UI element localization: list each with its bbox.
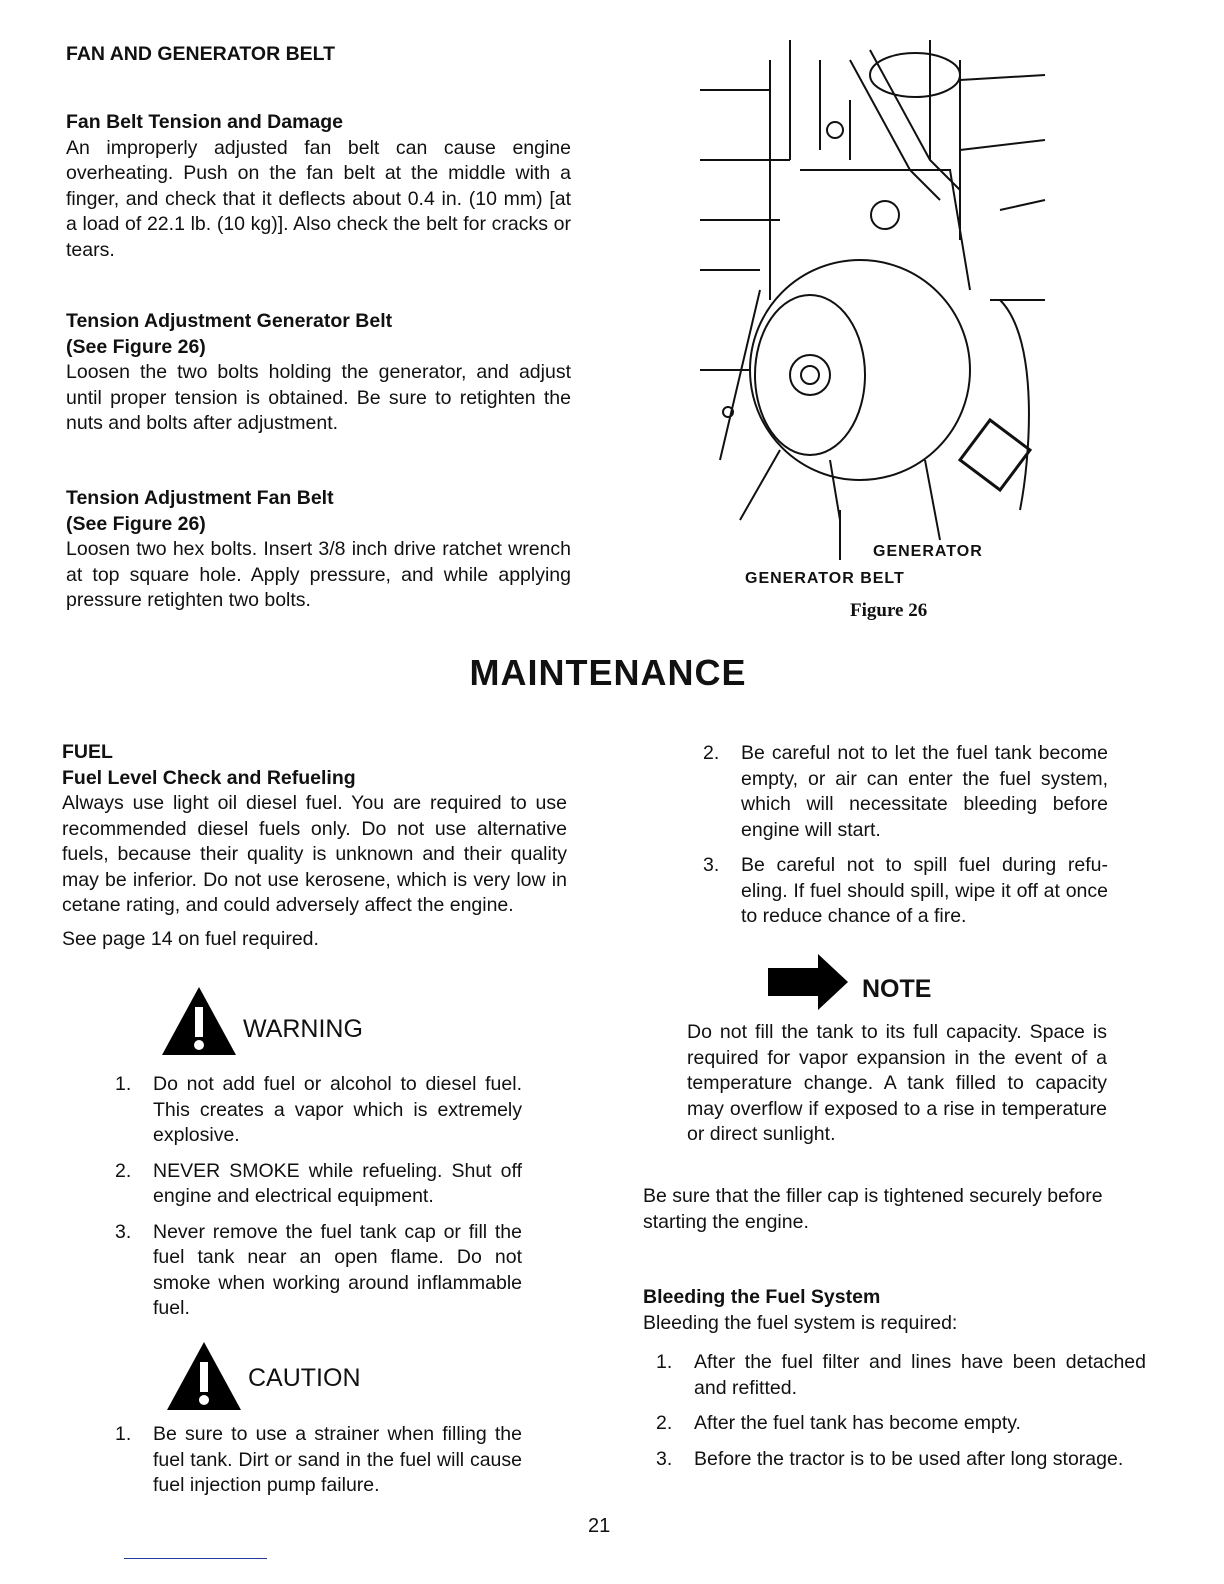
label-generator-belt: GENERATOR BELT	[745, 570, 905, 587]
item-number: 2.	[703, 742, 720, 764]
gen-belt-ref: (See Figure 26)	[66, 335, 206, 358]
item-number: 2.	[656, 1412, 673, 1434]
note-text: Do not fill the tank to its full capacity. Space is required for vapor expansion in the event of a temperature change. A tank filled to capacity may overflow if exposed to a rise in temperature or direct sunlight.	[687, 1021, 1107, 1145]
label-generator: GENERATOR	[873, 543, 983, 560]
precaution-item	[703, 741, 1108, 843]
fuel-section	[62, 740, 567, 952]
item-text: Be careful not to let the fuel tank become empty, or air can enter the fuel system, which will necessitate bleeding before engine will start.	[741, 742, 1108, 841]
item-number: 3.	[703, 854, 720, 876]
item-number: 3.	[656, 1447, 673, 1470]
item-number: 1.	[115, 1423, 132, 1445]
fuel-see-page: See page 14 on fuel required.	[62, 927, 319, 950]
caution-item	[115, 1422, 522, 1499]
item-text: Before the tractor is to be used after long storage.	[694, 1447, 1124, 1470]
bleeding-intro: Bleeding the fuel system is required:	[643, 1311, 958, 1334]
fan-belt-heading: Fan Belt Tension and Damage	[66, 111, 344, 133]
bleeding-heading: Bleeding the Fuel System	[643, 1286, 881, 1308]
fuel-heading: Fuel Level Check and Refueling	[62, 766, 356, 789]
warning-item	[115, 1220, 522, 1322]
bleeding-item	[656, 1447, 1146, 1473]
fan-adjust-text: Loosen two hex bolts. Insert 3/8 inch drive ratchet wrench at top square hole. Apply pressure, and while applying pressure retighten two bolts.	[66, 538, 571, 611]
item-text: After the fuel tank has become empty.	[694, 1412, 1021, 1434]
warning-item	[115, 1072, 522, 1149]
section-fan-generator-belt: FAN AND GENERATOR BELT	[66, 43, 336, 65]
item-number: 3.	[115, 1220, 132, 1243]
warning-list	[115, 1072, 522, 1332]
item-text: Never remove the fuel tank cap or fill the fuel tank near an open flame. Do not smoke when working around inflammable fuel.	[153, 1220, 522, 1319]
fan-adjust-ref: (See Figure 26)	[66, 512, 206, 535]
bleeding-item	[656, 1350, 1146, 1401]
fuel-section-title: FUEL	[62, 741, 113, 763]
caution-label: CAUTION	[248, 1364, 361, 1392]
gen-belt-section	[66, 309, 571, 437]
bleeding-section	[643, 1285, 1148, 1336]
caution-list	[115, 1422, 522, 1509]
warning-triangle-icon	[160, 985, 238, 1057]
note-label: NOTE	[862, 975, 932, 1003]
footer-rule	[124, 1558, 267, 1559]
item-text: Do not add fuel or alcohol to diesel fuel. This creates a vapor which is extremely explosive.	[153, 1073, 522, 1146]
fan-belt-section	[66, 110, 571, 263]
fuel-precautions-list	[703, 741, 1108, 940]
page-number: 21	[588, 1515, 611, 1537]
item-text: Be sure to use a strainer when filling the fuel tank. Dirt or sand in the fuel will cause fuel injection pump failure.	[153, 1423, 522, 1496]
item-text: Be careful not to spill fuel during refu-eling. If fuel should spill, wipe it off at once to reduce chance of a fire.	[741, 854, 1108, 927]
note-arrow-icon	[768, 954, 848, 1010]
generator-illustration	[700, 40, 1060, 560]
warning-label: WARNING	[243, 1015, 363, 1043]
fan-adjust-heading: Tension Adjustment Fan Belt	[66, 487, 334, 509]
bleeding-item	[656, 1411, 1146, 1437]
caution-triangle-icon	[165, 1340, 243, 1412]
item-text: After the fuel filter and lines have been detached and refitted.	[694, 1351, 1146, 1399]
gen-belt-text: Loosen the two bolts holding the generator, and adjust until proper tension is obtained. Be sure to retighten the nuts and bolts after adjustment.	[66, 361, 571, 434]
bleeding-list	[656, 1350, 1146, 1482]
item-number: 2.	[115, 1159, 132, 1182]
fuel-text: Always use light oil diesel fuel. You are required to use recommended diesel fuels only. Do not use alternative fuels, because their quality is unknown and their quality may be inferior. Do not use kerosene, which is very low in cetane rating, and could adversely affect the engine.	[62, 792, 567, 916]
warning-item	[115, 1159, 522, 1210]
page-title: MAINTENANCE	[469, 652, 747, 693]
gen-belt-heading: Tension Adjustment Generator Belt	[66, 310, 393, 332]
precaution-item	[703, 853, 1108, 930]
figure-caption: Figure 26	[850, 600, 928, 621]
fan-adjust-section	[66, 486, 571, 614]
item-number: 1.	[115, 1073, 132, 1095]
filler-cap-text: Be sure that the filler cap is tightened securely before starting the engine.	[643, 1185, 1103, 1233]
item-number: 1.	[656, 1351, 673, 1373]
fan-belt-text: An improperly adjusted fan belt can cause engine overheating. Push on the fan belt at the middle with a finger, and check that it deflects about 0.4 in. (10 mm) [at a load of 22.1 lb. (10 kg)]. Also check the belt for cracks or tears.	[66, 136, 571, 261]
item-text: NEVER SMOKE while refueling. Shut off engine and electrical equipment.	[153, 1159, 522, 1207]
